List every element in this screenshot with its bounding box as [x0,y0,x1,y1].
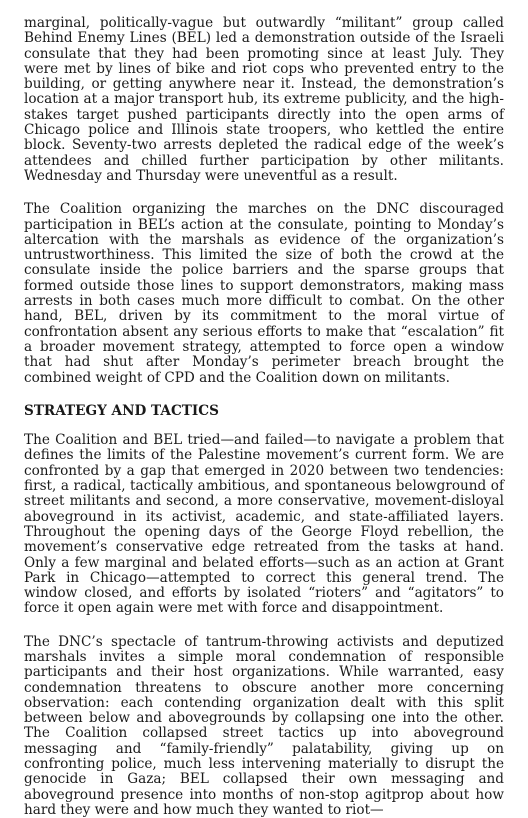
body-paragraph: The Coalition organizing the marches on the DNC discouraged participation in BEL’s action at the consulate, pointing to Monday’s altercation with the marshals as evidence of the organization’s untrustworthiness. This limited the size of both the crowd at the consulate inside the police barriers and the sparse groups that formed outside those lines to support demonstrators, making mass arrests in both cases much more difficult to combat. On the other hand, BEL, driven by its commitment to the moral virtue of confrontation absent any serious efforts to make that “escalation” fit a broader movement strategy, attempted to force open a window that had shut after Monday’s perimeter breach brought the combined weight of CPD and the Coalition down on militants. [24,201,504,386]
heading-spacer [24,419,504,433]
document-page [24,16,504,818]
paragraph-spacer [24,386,504,404]
body-paragraph: The DNC’s spectacle of tantrum-throwing activists and deputized marshals invites a simple moral condemnation of responsible participants and their host organizations. While warranted, easy condemnation threatens to obscure another more concerning observation: each contending organization dealt with this split between below and abovegrounds by collapsing one into the other. The Coalition collapsed street tactics up into aboveground messaging and “family-friendly” palatability, giving up on confronting police, much less intervening materially to disrupt the genocide in Gaza; BEL collapsed their own messaging and aboveground presence into months of non-stop agitprop about how hard they were and how much they wanted to riot— [24,633,504,818]
section-heading: STRATEGY AND TACTICS [24,402,219,419]
body-paragraph: marginal, politically-vague but outwardly “militant” group called Behind Enemy Lines (BEL) led a demonstration outside of the Israeli consulate that they had been promoting since at least July. They were met by lines of bike and riot cops who prevented entry to the building, or getting anywhere near it. Instead, the demonstration’s location at a major transport hub, its extreme publicity, and the high-stakes target pushed participants directly into the open arms of Chicago police and Illinois state troopers, who kettled the entire block. Seventy-two arrests depleted the radical edge of the week’s attendees and chilled further participation by other militants. Wednesday and Thursday were uneventful as a result. [24,15,504,184]
paragraph-spacer [24,184,504,202]
body-paragraph: The Coalition and BEL tried—and failed—to navigate a problem that defines the limits of the Palestine movement’s current form. We are confronted by a gap that emerged in 2020 between two tendencies: first, a radical, tactically ambitious, and spontaneous belowground of street militants and second, a more conservative, movement-disloyal aboveground in its activist, academic, and state-affiliated layers. Throughout the opening days of the George Floyd rebellion, the movement’s conservative edge retreated from the tasks at hand. Only a few marginal and belated efforts—such as an action at Grant Park in Chicago—attempted to correct this general trend. The window closed, and efforts by isolated “rioters” and “agitators” to force it open again were met with force and disappointment. [24,432,504,617]
paragraph-spacer [24,617,504,635]
